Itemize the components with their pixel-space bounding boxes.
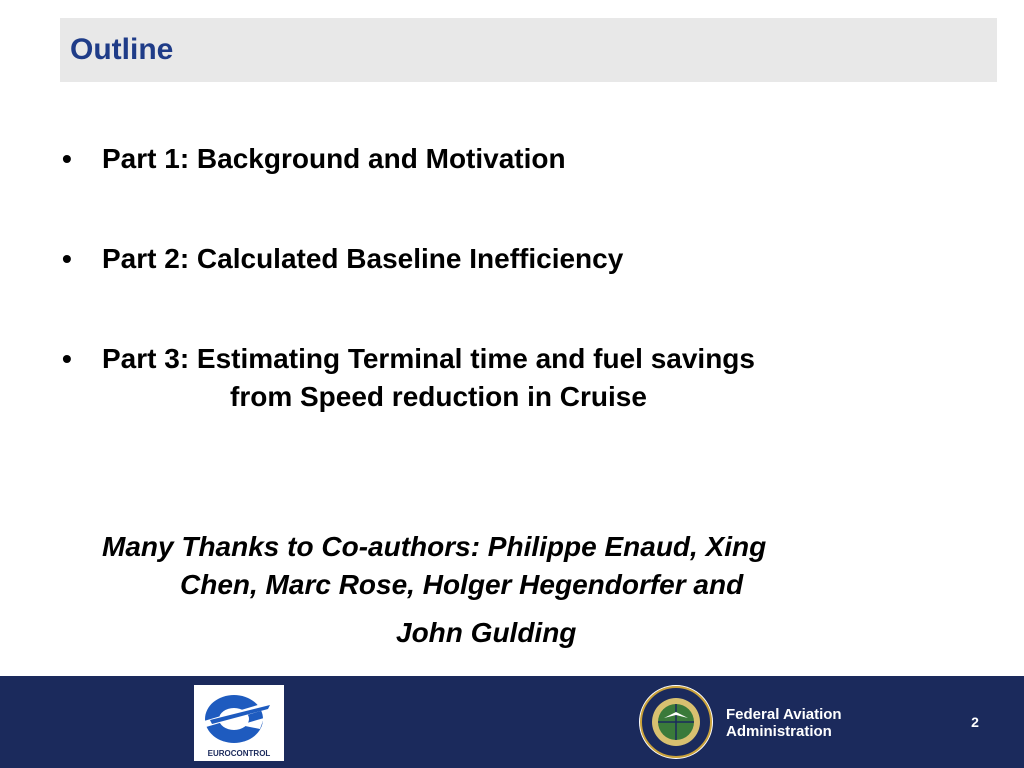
bullet-text: Part 3: Estimating Terminal time and fuel savings [102, 343, 755, 374]
thanks-line-2: Chen, Marc Rose, Holger Hegendorfer and [180, 569, 744, 600]
faa-name [726, 706, 842, 740]
title-bar [60, 18, 997, 82]
eurocontrol-label: EUROCONTROL [207, 749, 271, 758]
bullet-marker: • [62, 343, 72, 374]
slide-title: Outline [70, 33, 174, 66]
bullet-marker: • [62, 143, 72, 174]
thanks-line-1: Many Thanks to Co-authors: Philippe Enaud, Xing [102, 531, 767, 562]
eurocontrol-logo [194, 685, 284, 761]
faa-name-line-1: Federal Aviation [726, 706, 842, 723]
bullet-marker: • [62, 243, 72, 274]
thanks-line-3: John Gulding [396, 617, 577, 648]
acknowledgements [90, 528, 930, 652]
page-number: 2 [971, 714, 979, 730]
bullet-text: Part 2: Calculated Baseline Inefficiency [102, 243, 624, 274]
bullet-text-continued: from Speed reduction in Cruise [230, 381, 647, 412]
bullet-text: Part 1: Background and Motivation [102, 143, 566, 174]
eurocontrol-emblem-icon [194, 685, 284, 747]
footer-bar [0, 676, 1024, 768]
faa-name-line-2: Administration [726, 723, 832, 740]
faa-seal-icon [638, 684, 714, 760]
